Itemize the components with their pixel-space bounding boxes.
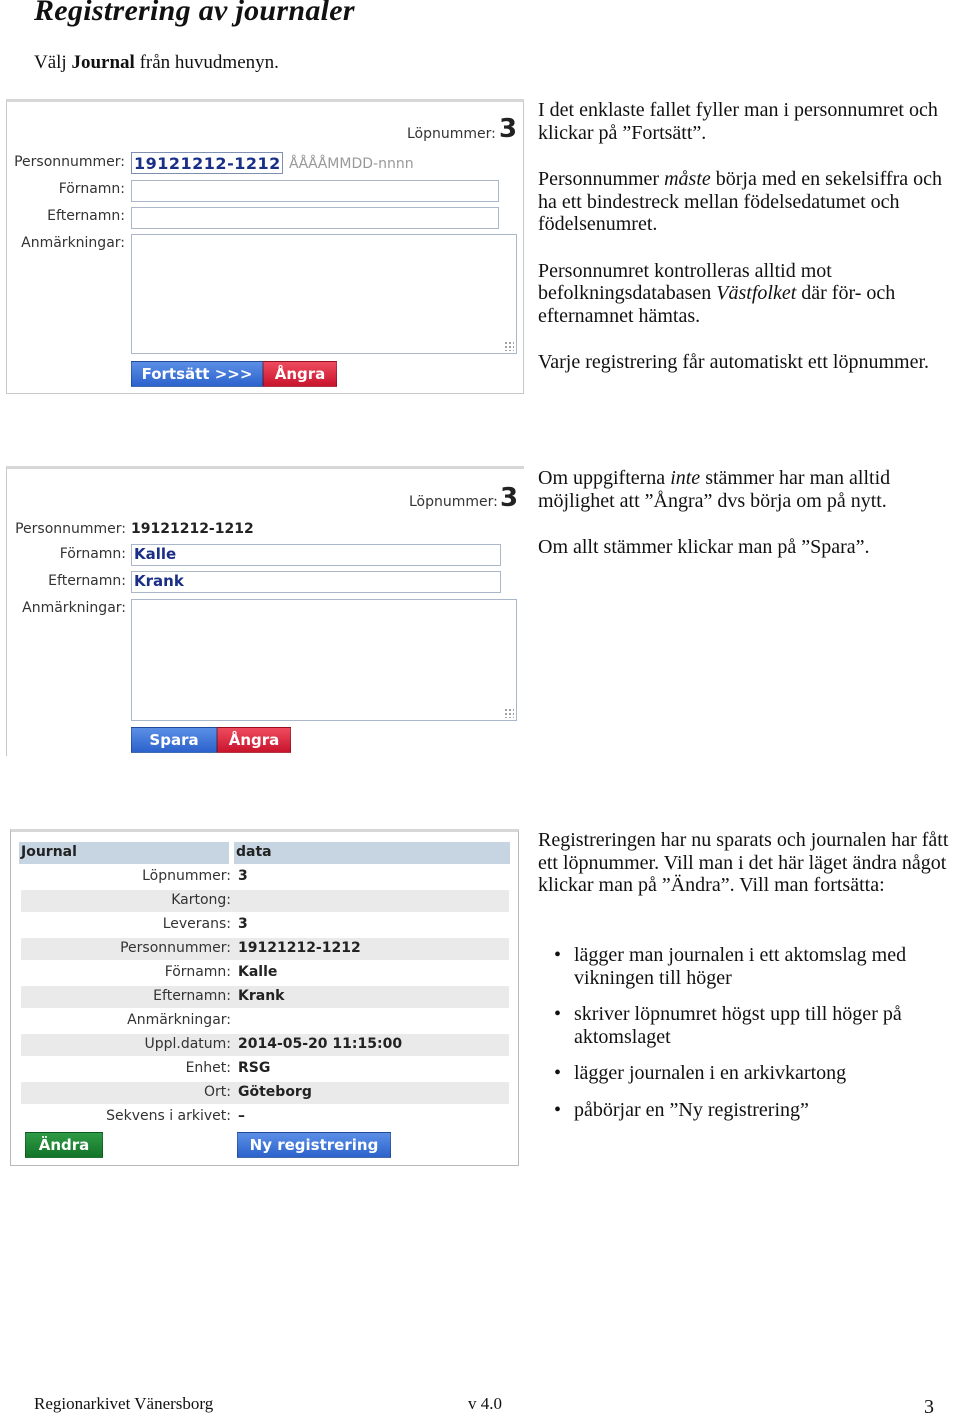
undo-button[interactable]: Ångra — [263, 361, 337, 387]
efternamn-input-value: Krank — [134, 572, 184, 590]
fornamn-label: Förnamn: — [58, 181, 125, 197]
efternamn-label: Efternamn: — [47, 208, 125, 224]
lopnummer-label: Löpnummer: — [409, 494, 498, 510]
efternamn-label: Efternamn: — [48, 573, 126, 589]
row-key: Kartong: — [171, 892, 231, 908]
row-key: Enhet: — [185, 1060, 231, 1076]
instruction-paragraph: I det enklaste fallet fyller man i personnumret och klickar på ”Fortsätt”. — [538, 99, 938, 144]
continue-button[interactable]: Fortsätt >>> — [131, 361, 263, 387]
edit-button[interactable]: Ändra — [25, 1132, 103, 1158]
table-row — [21, 890, 509, 912]
undo-button[interactable]: Ångra — [217, 727, 291, 753]
row-key: Förnamn: — [164, 964, 231, 980]
instruction-paragraph: Om uppgifterna inte stämmer har man alltid möjlighet att ”Ångra” dvs börja om på nytt. — [538, 467, 891, 512]
next-steps-list — [538, 944, 938, 1135]
table-row — [21, 866, 509, 888]
save-button[interactable]: Spara — [131, 727, 217, 753]
list-item-text: lägger man journalen i ett aktomslag med vikningen till höger — [574, 944, 907, 989]
table-row — [21, 914, 509, 936]
instructions-block-3 — [538, 829, 958, 921]
fornamn-input-value: Kalle — [134, 545, 177, 563]
row-key: Uppl.datum: — [144, 1036, 231, 1052]
instruction-paragraph: Personnummer måste börja med en sekelsiffra och ha ett bindestreck mellan födelsedatumet och födelsenumret. — [538, 168, 942, 235]
footer-page-number: 3 — [924, 1396, 934, 1418]
intro-menu-name: Journal — [71, 52, 135, 73]
bullet-icon: • — [554, 1062, 562, 1084]
instructions-block-1 — [538, 99, 956, 398]
personnummer-value: 19121212-1212 — [131, 521, 254, 537]
list-item-text: lägger journalen i en arkivkartong — [574, 1062, 847, 1084]
fornamn-input[interactable] — [131, 180, 499, 202]
data-header-label: data — [236, 844, 272, 860]
list-item — [538, 1003, 938, 1048]
list-item-text: påbörjar en ”Ny registrering” — [574, 1098, 809, 1121]
list-item-text: skriver löpnumret högst upp till höger på aktomslaget — [574, 1003, 902, 1048]
instruction-paragraph: Varje registrering får automatiskt ett löpnummer. — [538, 351, 929, 373]
row-value: RSG — [238, 1060, 271, 1076]
row-key: Ort: — [204, 1084, 231, 1100]
row-value: 3 — [238, 916, 248, 932]
anmarkningar-label: Anmärkningar: — [21, 235, 125, 251]
footer-organization: Regionarkivet Vänersborg — [34, 1394, 214, 1413]
resize-grip-icon[interactable] — [504, 341, 514, 351]
intro-post: från huvudmenyn. — [139, 52, 279, 73]
table-row — [21, 986, 509, 1008]
bullet-icon: • — [554, 1003, 562, 1025]
bullet-icon: • — [554, 1098, 562, 1121]
row-value: Göteborg — [238, 1084, 312, 1100]
intro-pre: Välj — [34, 52, 67, 73]
row-value: 2014-05-20 11:15:00 — [238, 1036, 403, 1052]
journal-header-right — [234, 842, 510, 864]
intro-text — [34, 52, 279, 74]
personnummer-input-value: 19121212-1212 — [134, 154, 281, 173]
instruction-paragraph: Personnumret kontrolleras alltid mot befolkningsdatabasen Västfolket där för- och efternamnet hämtas. — [538, 259, 896, 327]
row-key: Efternamn: — [153, 988, 231, 1004]
row-key: Leverans: — [162, 916, 231, 932]
table-row — [21, 1034, 509, 1056]
efternamn-input[interactable] — [131, 571, 501, 593]
bullet-icon: • — [554, 944, 562, 966]
screenshot-registration-form — [6, 99, 524, 394]
row-key: Personnummer: — [120, 940, 231, 956]
row-key: Sekvens i arkivet: — [106, 1108, 231, 1124]
new-registration-button[interactable]: Ny registrering — [237, 1132, 391, 1158]
lopnummer-label: Löpnummer: — [407, 126, 496, 142]
page-title: Registrering av journaler — [34, 0, 355, 27]
instruction-paragraph: Registreringen har nu sparats och journalen har fått ett löpnummer. Vill man i det här läget ändra något klickar man på ”Ändra”. Vill man fortsätta: — [538, 829, 949, 896]
anmarkningar-textarea[interactable] — [131, 234, 517, 354]
lopnummer-value: 3 — [499, 114, 518, 144]
row-value: 3 — [238, 868, 248, 884]
anmarkningar-textarea[interactable] — [131, 599, 517, 721]
row-value: – — [238, 1108, 245, 1124]
row-value: 19121212-1212 — [238, 940, 361, 956]
personnummer-label: Personnummer: — [15, 521, 126, 537]
personnummer-label: Personnummer: — [14, 154, 125, 170]
table-row — [21, 1106, 509, 1128]
footer-version: v 4.0 — [468, 1394, 502, 1413]
list-item — [538, 1062, 938, 1085]
instructions-block-2 — [538, 467, 956, 583]
row-key: Anmärkningar: — [127, 1012, 231, 1028]
fornamn-label: Förnamn: — [59, 546, 126, 562]
instruction-paragraph: Om allt stämmer klickar man på ”Spara”. — [538, 536, 870, 558]
journal-header-label: Journal — [21, 844, 77, 860]
list-item — [538, 1099, 938, 1122]
table-row — [21, 938, 509, 960]
personnummer-format-hint: ÅÅÅÅMMDD-nnnn — [289, 156, 414, 172]
row-value: Krank — [238, 988, 285, 1004]
table-row — [21, 1010, 509, 1032]
row-key: Löpnummer: — [142, 868, 231, 884]
table-row — [21, 1082, 509, 1104]
list-item — [538, 944, 938, 989]
personnummer-input[interactable] — [131, 152, 283, 174]
table-row — [21, 1058, 509, 1080]
row-value: Kalle — [238, 964, 278, 980]
screenshot-filled-form — [6, 466, 524, 756]
anmarkningar-label: Anmärkningar: — [22, 600, 126, 616]
lopnummer-value: 3 — [500, 483, 519, 513]
table-row — [21, 962, 509, 984]
resize-grip-icon[interactable] — [504, 708, 514, 718]
journal-header-left — [19, 842, 229, 864]
efternamn-input[interactable] — [131, 207, 499, 229]
screenshot-saved-journal — [10, 829, 519, 1166]
fornamn-input[interactable] — [131, 544, 501, 566]
